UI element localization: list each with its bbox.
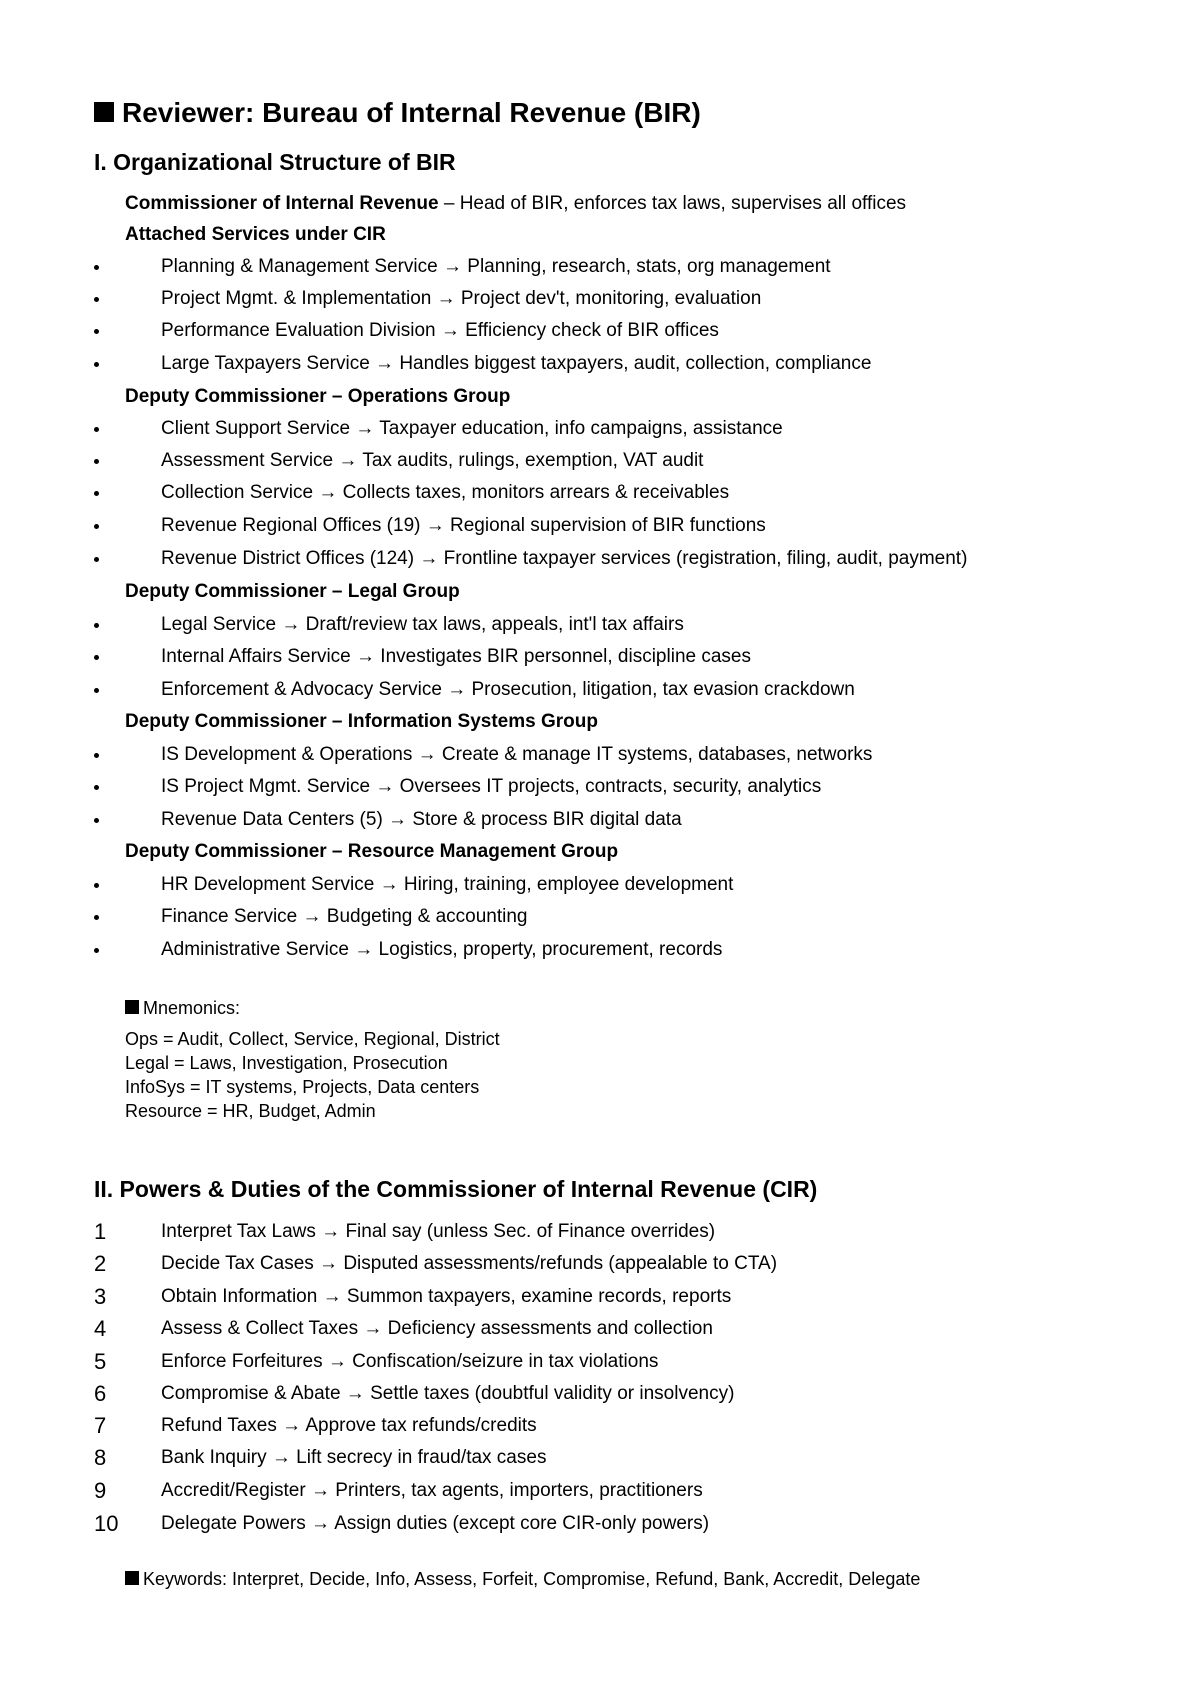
list-item-text: Large Taxpayers Service → Handles biggest taxpayers, audit, collection, compliance [161,353,872,374]
item-number: 4 [94,1316,107,1341]
list-item-text: Enforcement & Advocacy Service → Prosecution, litigation, tax evasion crackdown [161,679,855,700]
numbered-item-text: Compromise & Abate → Settle taxes (doubtful validity or insolvency) [161,1383,735,1404]
numbered-item-text: Assess & Collect Taxes → Deficiency assessments and collection [161,1318,713,1339]
section-2-heading: II. Powers & Duties of the Commissioner of Internal Revenue (CIR) [94,1176,818,1202]
list-item-text: Project Mgmt. & Implementation → Project dev't, monitoring, evaluation [161,288,762,309]
item-number: 10 [94,1511,119,1536]
group-heading-line [0,220,1200,250]
list-item [0,284,1200,314]
bullet-icon [94,753,99,758]
item-number: 3 [94,1284,107,1309]
bullet-icon [94,297,99,302]
list-item [0,414,1200,444]
list-item [0,935,1200,965]
item-number: 6 [94,1381,107,1406]
numbered-item [0,1249,1200,1279]
commissioner-label: Commissioner of Internal Revenue [125,193,439,214]
list-item [0,252,1200,282]
list-item [0,610,1200,640]
numbered-item [0,1282,1200,1312]
bullet-icon [94,623,99,628]
list-item [0,805,1200,835]
list-item [0,902,1200,932]
bullet-icon [94,459,99,464]
list-item [0,870,1200,900]
list-item [0,675,1200,705]
square-bullet-icon [125,1000,139,1014]
list-item [0,544,1200,574]
item-number: 5 [94,1349,107,1374]
commissioner-desc: – Head of BIR, enforces tax laws, supervises all offices [438,193,907,214]
list-item [0,446,1200,476]
bullet-icon [94,329,99,334]
item-number: 1 [94,1219,107,1244]
group-heading-infosys: Deputy Commissioner – Information Systems Group [125,711,598,732]
numbered-item-text: Enforce Forfeitures → Confiscation/seizure in tax violations [161,1351,659,1372]
mnemonic-line: Legal = Laws, Investigation, Prosecution [125,1053,448,1073]
mnemonic-line: Ops = Audit, Collect, Service, Regional, District [125,1029,500,1049]
list-item-text: IS Development & Operations → Create & manage IT systems, databases, networks [161,744,873,765]
keywords-text: Keywords: Interpret, Decide, Info, Assess, Forfeit, Compromise, Refund, Bank, Accredit, Delegate [143,1569,921,1589]
item-number: 8 [94,1445,107,1470]
list-item-text: Planning & Management Service → Planning, research, stats, org management [161,256,831,277]
section-1-heading: I. Organizational Structure of BIR [94,149,456,175]
list-item-text: Finance Service → Budgeting & accounting [161,906,528,927]
list-item-text: Assessment Service → Tax audits, rulings, exemption, VAT audit [161,450,704,471]
bullet-icon [94,655,99,660]
numbered-item [0,1314,1200,1344]
group-heading-line [0,382,1200,412]
numbered-item [0,1347,1200,1377]
numbered-item-text: Decide Tax Cases → Disputed assessments/refunds (appealable to CTA) [161,1253,778,1274]
numbered-item [0,1509,1200,1539]
list-item-text: Revenue Data Centers (5) → Store & process BIR digital data [161,809,682,830]
list-item-text: Internal Affairs Service → Investigates BIR personnel, discipline cases [161,646,751,667]
list-item-text: Revenue Regional Offices (19) → Regional supervision of BIR functions [161,515,766,536]
list-item-text: IS Project Mgmt. Service → Oversees IT projects, contracts, security, analytics [161,776,822,797]
bullet-icon [94,883,99,888]
numbered-item-text: Refund Taxes → Approve tax refunds/credits [161,1415,537,1436]
group-heading-operations: Deputy Commissioner – Operations Group [125,386,511,407]
list-item [0,772,1200,802]
group-heading-line [0,837,1200,867]
numbered-item [0,1476,1200,1506]
bullet-icon [94,362,99,367]
list-item-text: Client Support Service → Taxpayer education, info campaigns, assistance [161,418,783,439]
commissioner-row [125,189,906,219]
list-item [0,740,1200,770]
item-number: 2 [94,1251,107,1276]
page-title [94,96,701,130]
numbered-item-text: Obtain Information → Summon taxpayers, examine records, reports [161,1286,732,1307]
list-item-text: Performance Evaluation Division → Efficiency check of BIR offices [161,320,719,341]
keywords-note [125,1567,920,1591]
bullet-icon [94,557,99,562]
item-number: 9 [94,1478,107,1503]
numbered-item-text: Interpret Tax Laws → Final say (unless Sec. of Finance overrides) [161,1221,716,1242]
list-item [0,642,1200,672]
bullet-icon [94,427,99,432]
group-heading-legal: Deputy Commissioner – Legal Group [125,581,460,602]
list-item [0,349,1200,379]
page-title-text: Reviewer: Bureau of Internal Revenue (BIR) [122,97,701,128]
bullet-icon [94,265,99,270]
square-bullet-icon [125,1571,139,1585]
numbered-item [0,1411,1200,1441]
commissioner-line [0,189,1200,219]
item-number: 7 [94,1413,107,1438]
bullet-icon [94,948,99,953]
mnemonic-line: InfoSys = IT systems, Projects, Data centers [125,1077,480,1097]
numbered-item [0,1443,1200,1473]
bullet-icon [94,688,99,693]
list-item [0,511,1200,541]
list-item [0,316,1200,346]
mnemonics-list [125,1027,500,1123]
bullet-icon [94,491,99,496]
list-item-text: HR Development Service → Hiring, training, employee development [161,874,734,895]
mnemonic-line: Resource = HR, Budget, Admin [125,1101,376,1121]
group-heading-line [0,707,1200,737]
group-heading-attached: Attached Services under CIR [125,224,386,245]
numbered-item [0,1379,1200,1409]
numbered-item-text: Bank Inquiry → Lift secrecy in fraud/tax cases [161,1447,547,1468]
mnemonics-label [125,996,240,1020]
bullet-icon [94,915,99,920]
list-item-text: Revenue District Offices (124) → Frontline taxpayer services (registration, filing, audit, payment) [161,548,968,569]
group-heading-line [0,577,1200,607]
list-item-text: Legal Service → Draft/review tax laws, appeals, int'l tax affairs [161,614,684,635]
numbered-item-text: Accredit/Register → Printers, tax agents, importers, practitioners [161,1480,703,1501]
numbered-item [0,1217,1200,1247]
square-bullet-icon [94,102,114,122]
bullet-icon [94,785,99,790]
mnemonics-label-text: Mnemonics: [143,998,241,1018]
group-heading-resource: Deputy Commissioner – Resource Management Group [125,841,619,862]
bullet-icon [94,524,99,529]
list-item-text: Collection Service → Collects taxes, monitors arrears & receivables [161,482,730,503]
list-item [0,478,1200,508]
numbered-item-text: Delegate Powers → Assign duties (except core CIR-only powers) [161,1513,710,1534]
list-item-text: Administrative Service → Logistics, property, procurement, records [161,939,723,960]
bullet-icon [94,818,99,823]
